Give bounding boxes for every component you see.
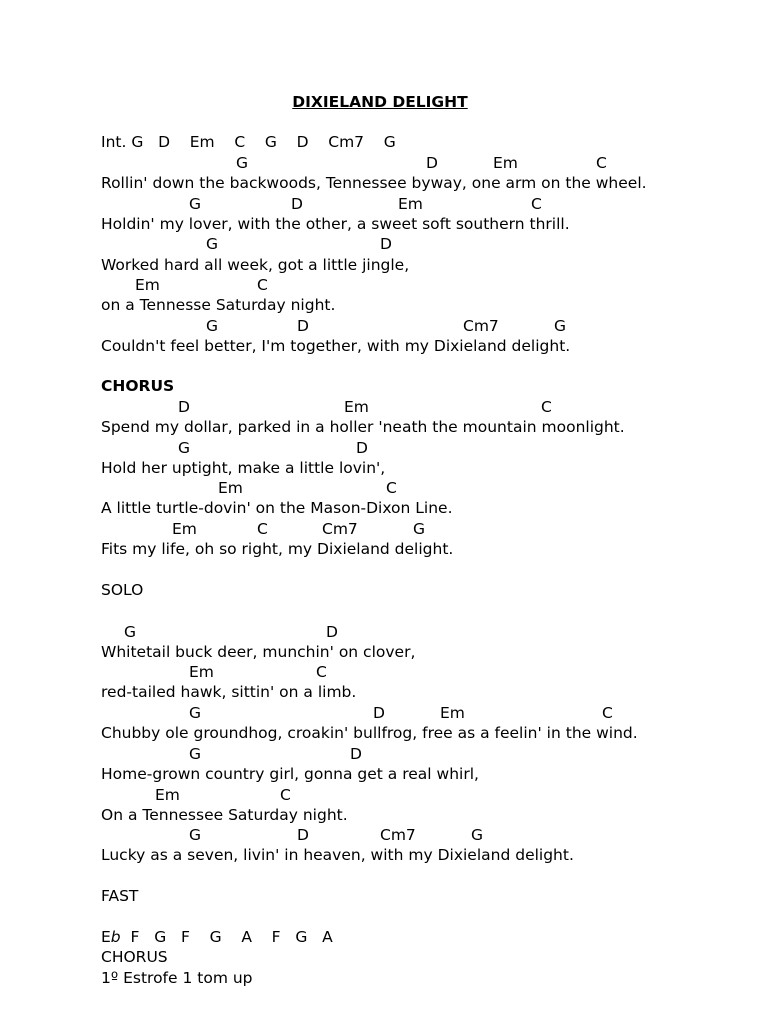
chord: C	[596, 154, 607, 172]
lyric-line: Spend my dollar, parked in a holler 'neath the mountain moonlight.	[101, 418, 625, 436]
chord: D	[297, 317, 309, 335]
chord: Em	[440, 704, 465, 722]
lyric-line: A little turtle-dovin' on the Mason-Dixon Line.	[101, 499, 453, 517]
lyric-line: On a Tennessee Saturday night.	[101, 806, 348, 824]
chord: G	[189, 745, 202, 763]
lyric-line: Fits my life, oh so right, my Dixieland delight.	[101, 540, 454, 558]
chord: G	[189, 704, 202, 722]
chord: G	[471, 826, 484, 844]
chord: G	[554, 317, 567, 335]
chord: C	[257, 520, 268, 538]
chord: G	[178, 439, 191, 457]
fast-chord-sequence	[101, 927, 333, 947]
chord: C	[531, 195, 542, 213]
intro-line: Int. G D Em C G D Cm7 G	[101, 133, 396, 151]
lyric-line: red-tailed hawk, sittin' on a limb.	[101, 683, 357, 701]
lyric-line: Rollin' down the backwoods, Tennessee byway, one arm on the wheel.	[101, 174, 647, 192]
chorus-heading: CHORUS	[101, 377, 175, 395]
chord: Cm7	[322, 520, 358, 538]
chord: G	[206, 235, 219, 253]
chord: D	[380, 235, 392, 253]
chord: D	[373, 704, 385, 722]
lyric-line: Worked hard all week, got a little jingle,	[101, 256, 410, 274]
chord: D	[326, 623, 338, 641]
chord: Em	[218, 479, 243, 497]
chord: D	[350, 745, 362, 763]
chord: Em	[172, 520, 197, 538]
chord: Em	[135, 276, 160, 294]
lyric-line: Holdin' my lover, with the other, a sweet soft southern thrill.	[101, 215, 570, 233]
chord-sequence-rest: F G F G A F G A	[120, 928, 333, 946]
lyric-line: Lucky as a seven, livin' in heaven, with my Dixieland delight.	[101, 846, 574, 864]
lyric-line: Hold her uptight, make a little lovin',	[101, 459, 386, 477]
chord: G	[206, 317, 219, 335]
chord: Em	[189, 663, 214, 681]
flat-chord-root: E	[101, 928, 111, 946]
fast-heading: FAST	[101, 887, 139, 905]
flat-symbol: b	[110, 928, 121, 946]
chord: Em	[493, 154, 518, 172]
lyric-line: Home-grown country girl, gonna get a real whirl,	[101, 765, 479, 783]
chord: C	[257, 276, 268, 294]
chord: D	[356, 439, 368, 457]
chord: D	[178, 398, 190, 416]
chord: Em	[344, 398, 369, 416]
chord: C	[280, 786, 291, 804]
footer-note: 1º Estrofe 1 tom up	[101, 969, 253, 987]
chord: G	[413, 520, 426, 538]
chord: C	[602, 704, 613, 722]
chord: C	[541, 398, 552, 416]
lyric-line: on a Tennesse Saturday night.	[101, 296, 336, 314]
chord: Em	[155, 786, 180, 804]
chord: D	[426, 154, 438, 172]
lyric-line: Whitetail buck deer, munchin' on clover,	[101, 643, 416, 661]
chorus-heading-repeat: CHORUS	[101, 948, 168, 966]
song-title: DIXIELAND DELIGHT	[292, 93, 468, 111]
solo-heading: SOLO	[101, 581, 144, 599]
chord: Cm7	[380, 826, 416, 844]
lyric-line: Couldn't feel better, I'm together, with my Dixieland delight.	[101, 337, 571, 355]
chord: D	[291, 195, 303, 213]
lyric-line: Chubby ole groundhog, croakin' bullfrog, free as a feelin' in the wind.	[101, 724, 638, 742]
chord: Em	[398, 195, 423, 213]
chord: C	[386, 479, 397, 497]
chord: G	[189, 195, 202, 213]
chord: G	[189, 826, 202, 844]
chord: D	[297, 826, 309, 844]
chord: G	[236, 154, 249, 172]
chord: G	[124, 623, 137, 641]
chord: Cm7	[463, 317, 499, 335]
chord: C	[316, 663, 327, 681]
